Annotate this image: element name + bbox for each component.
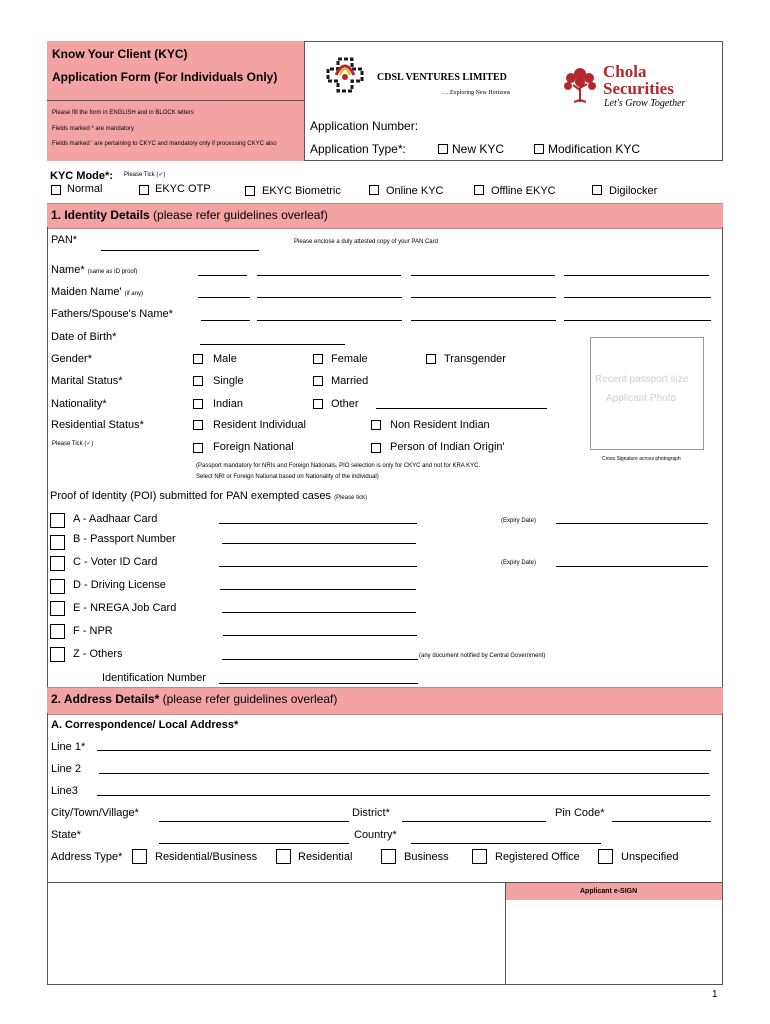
kyc-mode-digilocker-checkbox[interactable] xyxy=(592,185,602,195)
photo-label-1: Recent passport size xyxy=(595,374,689,385)
address-type-unspecified-label: Unspecified xyxy=(621,851,679,863)
gender-transgender-checkbox[interactable] xyxy=(426,354,436,364)
identity-section-title-text: 1. Identity Details xyxy=(51,208,150,222)
father-spouse-label: Fathers/Spouse's Name* xyxy=(51,308,173,320)
kyc-title: Know Your Client (KYC) xyxy=(52,47,188,61)
address-type-residential-label: Residential xyxy=(298,851,353,863)
city-input[interactable] xyxy=(159,821,349,822)
identity-section-title xyxy=(51,209,328,222)
gender-label: Gender* xyxy=(51,353,92,365)
kyc-mode-online-kyc-label: Online KYC xyxy=(386,185,444,197)
address-line2-label: Line 2 xyxy=(51,763,81,775)
form-title: Application Form (For Individuals Only) xyxy=(52,70,278,84)
chola-name-1: Chola xyxy=(603,62,647,81)
address-type-residential-business-checkbox[interactable] xyxy=(132,849,147,864)
poi-driving-license-label: D - Driving License xyxy=(73,579,166,591)
page-number: 1 xyxy=(712,989,718,1000)
correspondence-address-title: A. Correspondence/ Local Address* xyxy=(51,719,239,731)
marital-status-label: Marital Status* xyxy=(51,375,123,387)
poi-passport-input[interactable] xyxy=(222,543,416,544)
address-type-residential-business-label: Residential/Business xyxy=(155,851,258,863)
nationality-other-label: Other xyxy=(331,398,359,410)
instruction-2: Fields marked * are mandatory xyxy=(52,126,135,132)
person-of-indian-origin-checkbox[interactable] xyxy=(371,443,381,453)
poi-aadhaar-label: A - Aadhaar Card xyxy=(73,513,158,525)
gender-female-label: Female xyxy=(331,353,368,365)
maiden-first-input[interactable] xyxy=(257,297,402,298)
poi-others-input[interactable] xyxy=(222,659,418,660)
kyc-mode-label: KYC Mode*: xyxy=(50,170,113,182)
resident-individual-label: Resident Individual xyxy=(213,419,306,431)
nationality-label: Nationality* xyxy=(51,398,107,410)
poi-aadhaar-checkbox[interactable] xyxy=(50,513,65,528)
kyc-mode-offline-ekyc-label: Offline EKYC xyxy=(491,185,556,197)
poi-npr-label: F - NPR xyxy=(73,625,113,637)
poi-voter-id-checkbox[interactable] xyxy=(50,556,65,571)
poi-npr-input[interactable] xyxy=(223,635,417,636)
pin-code-label: Pin Code* xyxy=(555,807,605,819)
dob-input[interactable] xyxy=(200,344,345,345)
kyc-mode-ekyc-biometric-checkbox[interactable] xyxy=(245,186,255,196)
poi-nrega-input[interactable] xyxy=(222,612,416,613)
pan-label: PAN* xyxy=(51,234,78,246)
chola-tagline: Let's Grow Together xyxy=(604,98,686,109)
poi-voter-id-expiry-label: (Expiry Date) xyxy=(501,560,537,566)
residential-note-1: (Passport mandatory for NRIs and Foreign Nationals. PIO selection is only for CKYC and not for KRA KYC. xyxy=(196,463,481,469)
address-type-registered-office-label: Registered Office xyxy=(495,851,580,863)
state-input[interactable] xyxy=(159,843,349,844)
marital-single-label: Single xyxy=(213,375,244,387)
address-type-business-checkbox[interactable] xyxy=(381,849,396,864)
cdsl-logo-icon xyxy=(316,53,374,97)
poi-aadhaar-expiry-label: (Expiry Date) xyxy=(501,518,537,524)
resident-individual-checkbox[interactable] xyxy=(193,420,203,430)
poi-title xyxy=(50,490,367,503)
new-kyc-checkbox[interactable] xyxy=(438,144,448,154)
poi-aadhaar-expiry-input[interactable] xyxy=(556,523,708,524)
pan-input[interactable] xyxy=(101,250,259,251)
application-type-label: Application Type*: xyxy=(310,142,406,156)
cdsl-tagline: …..Exploring New Horizons xyxy=(441,90,511,96)
kyc-mode-digilocker-label: Digilocker xyxy=(609,185,658,197)
address-type-business-label: Business xyxy=(404,851,449,863)
name-middle-input[interactable] xyxy=(411,275,555,276)
chola-tree-icon xyxy=(560,64,600,104)
kyc-mode-normal-label: Normal xyxy=(67,183,103,195)
father-first-input[interactable] xyxy=(257,320,402,321)
person-of-indian-origin-label: Person of Indian Origin' xyxy=(390,441,505,453)
gender-transgender-label: Transgender xyxy=(444,353,506,365)
poi-voter-id-expiry-input[interactable] xyxy=(556,566,708,567)
instruction-3: Fields marked ' are pertaining to CKYC and mandatory only if processing CKYC also xyxy=(52,141,277,147)
district-input[interactable] xyxy=(402,821,546,822)
poi-others-checkbox[interactable] xyxy=(50,647,65,662)
maiden-title-input[interactable] xyxy=(198,297,250,298)
address-type-registered-office-checkbox[interactable] xyxy=(472,849,487,864)
kyc-mode-ekyc-otp-label: EKYC OTP xyxy=(155,183,211,195)
state-label: State* xyxy=(51,829,81,841)
dob-label: Date of Birth* xyxy=(51,331,117,343)
kyc-mode-online-kyc-checkbox[interactable] xyxy=(369,185,379,195)
address-type-residential-checkbox[interactable] xyxy=(276,849,291,864)
kyc-mode-normal-checkbox[interactable] xyxy=(51,185,61,195)
poi-others-label: Z - Others xyxy=(73,648,123,660)
residential-status-label: Residential Status* xyxy=(51,419,144,431)
poi-title-text: Proof of Identity (POI) submitted for PAN exempted cases xyxy=(50,490,332,502)
name-first-input[interactable] xyxy=(257,275,401,276)
poi-voter-id-label: C - Voter ID Card xyxy=(73,556,158,568)
poi-driving-license-checkbox[interactable] xyxy=(50,579,65,594)
gender-male-label: Male xyxy=(213,353,237,365)
gender-female-checkbox[interactable] xyxy=(313,354,323,364)
identification-number-label: Identification Number xyxy=(102,672,206,684)
application-number-label: Application Number: xyxy=(310,119,419,133)
nationality-other-input[interactable] xyxy=(376,408,547,409)
photo-label-2: Applicant Photo xyxy=(606,393,677,404)
country-input[interactable] xyxy=(411,843,601,844)
photo-caption: Cross Signature across photograph xyxy=(602,456,681,462)
address-type-unspecified-checkbox[interactable] xyxy=(598,849,613,864)
address-line1-label: Line 1* xyxy=(51,741,86,753)
marital-single-checkbox[interactable] xyxy=(193,376,203,386)
poi-passport-label: B - Passport Number xyxy=(73,533,176,545)
marital-married-checkbox[interactable] xyxy=(313,376,323,386)
nationality-indian-checkbox[interactable] xyxy=(193,399,203,409)
father-last-input[interactable] xyxy=(564,320,711,321)
kyc-mode-ekyc-biometric-label: EKYC Biometric xyxy=(262,185,341,197)
name-last-input[interactable] xyxy=(564,275,709,276)
pin-code-input[interactable] xyxy=(612,821,711,822)
address-line3-label: Line3 xyxy=(51,785,78,797)
address-line2-input[interactable] xyxy=(99,773,709,774)
city-label: City/Town/Village* xyxy=(51,807,139,819)
cdsl-name: CDSL VENTURES LIMITED xyxy=(377,72,507,83)
address-line1-input[interactable] xyxy=(97,750,711,751)
poi-npr-checkbox[interactable] xyxy=(50,624,65,639)
modification-kyc-label: Modification KYC xyxy=(548,142,641,156)
non-resident-indian-checkbox[interactable] xyxy=(371,420,381,430)
maiden-label-text: Maiden Name' xyxy=(51,286,122,298)
father-middle-input[interactable] xyxy=(411,320,556,321)
instruction-1: Please fill the form in ENGLISH and in BLOCK letters xyxy=(52,110,194,116)
district-label: District* xyxy=(352,807,390,819)
maiden-label-hint: (if any) xyxy=(124,291,143,297)
identification-number-input[interactable] xyxy=(219,683,418,684)
address-type-label: Address Type* xyxy=(51,851,123,863)
maiden-middle-input[interactable] xyxy=(411,297,556,298)
marital-married-label: Married xyxy=(331,375,369,387)
name-label-text: Name* xyxy=(51,264,85,276)
kyc-mode-offline-ekyc-checkbox[interactable] xyxy=(474,185,484,195)
gender-male-checkbox[interactable] xyxy=(193,354,203,364)
poi-driving-license-input[interactable] xyxy=(220,589,416,590)
nationality-indian-label: Indian xyxy=(213,398,243,410)
residential-status-hint: Please Tick (✓) xyxy=(52,441,94,447)
non-resident-indian-label: Non Resident Indian xyxy=(390,419,490,431)
maiden-last-input[interactable] xyxy=(564,297,711,298)
foreign-national-label: Foreign National xyxy=(213,441,294,453)
modification-kyc-checkbox[interactable] xyxy=(534,144,544,154)
poi-aadhaar-input[interactable] xyxy=(219,523,417,524)
identity-section-note: (please refer guidelines overleaf) xyxy=(153,208,328,222)
name-label-hint: (same as ID proof) xyxy=(87,269,138,275)
kyc-mode-hint: Please Tick (✓) xyxy=(124,172,166,178)
address-section-title xyxy=(51,693,337,706)
esign-label: Applicant e-SIGN xyxy=(580,888,638,895)
address-line3-input[interactable] xyxy=(97,795,710,796)
address-section-title-text: 2. Address Details* xyxy=(51,692,160,706)
poi-title-hint: (Please tick) xyxy=(334,495,368,501)
poi-nrega-checkbox[interactable] xyxy=(50,601,65,616)
chola-name-2: Securities xyxy=(603,79,674,98)
name-title-input[interactable] xyxy=(198,275,247,276)
poi-others-note: (any document notified by Central Government) xyxy=(419,653,546,659)
maiden-label xyxy=(51,286,143,299)
kyc-mode-ekyc-otp-checkbox[interactable] xyxy=(139,185,149,195)
poi-nrega-label: E - NREGA Job Card xyxy=(73,602,177,614)
poi-passport-checkbox[interactable] xyxy=(50,535,65,550)
father-title-input[interactable] xyxy=(201,320,250,321)
residential-note-2: Select NRI or Foreign National based on Nationality of the individual) xyxy=(196,474,379,480)
country-label: Country* xyxy=(354,829,397,841)
pan-note: Please enclose a duly attested copy of your PAN Card xyxy=(294,239,438,245)
name-label xyxy=(51,264,137,277)
foreign-national-checkbox[interactable] xyxy=(193,443,203,453)
nationality-other-checkbox[interactable] xyxy=(313,399,323,409)
new-kyc-label: New KYC xyxy=(452,142,505,156)
address-section-note: (please refer guidelines overleaf) xyxy=(162,692,338,706)
poi-voter-id-input[interactable] xyxy=(219,566,417,567)
